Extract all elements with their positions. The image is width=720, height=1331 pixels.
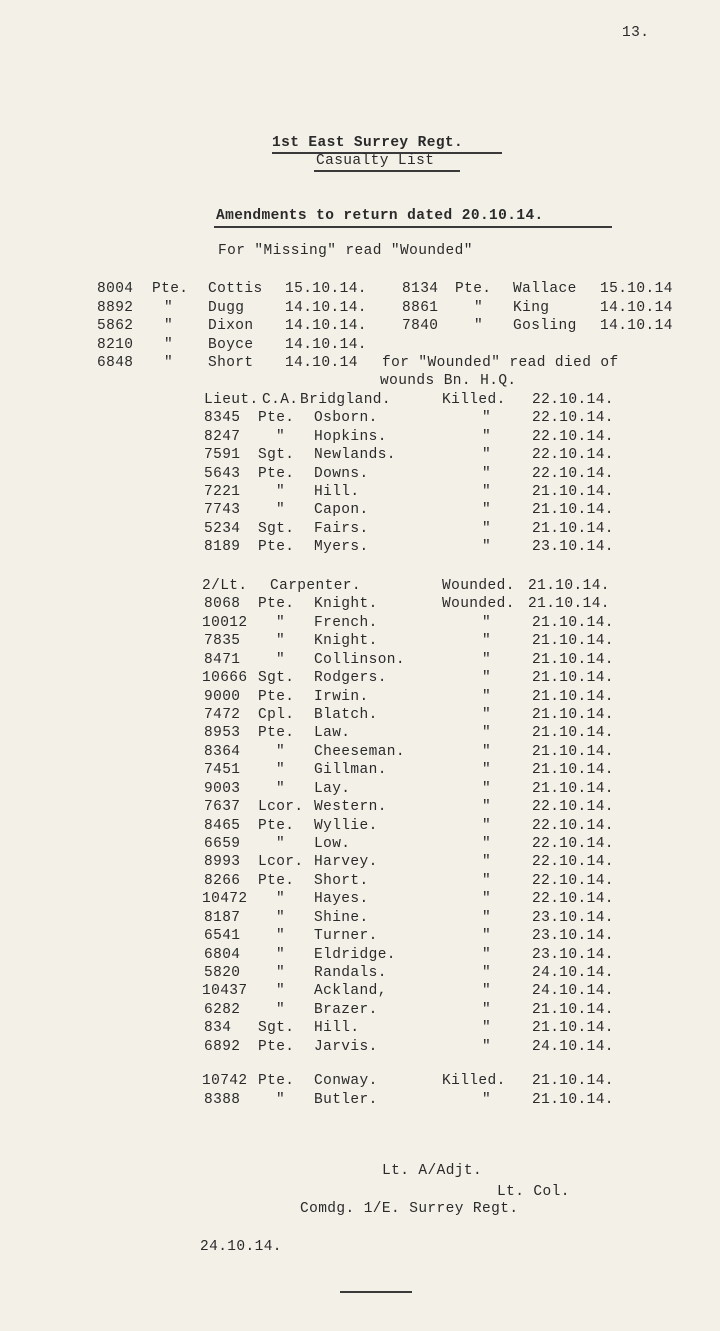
casualty-date: 21.10.14. — [532, 484, 614, 500]
casualty-rank: " — [276, 614, 286, 631]
casualty-status: Wounded. — [442, 596, 515, 613]
missing-no: 8861 — [402, 299, 439, 316]
casualty-status: " — [482, 725, 492, 742]
casualty-no: 8364 — [204, 743, 241, 760]
casualty-no: 5643 — [204, 465, 241, 482]
casualty-status: " — [482, 909, 492, 926]
casualty-name: Downs. — [314, 465, 369, 482]
casualty-date: 23.10.14. — [532, 909, 614, 926]
casualty-rank: " — [276, 1092, 286, 1108]
casualty-no: 6282 — [204, 1001, 241, 1018]
casualty-no: 8266 — [204, 872, 241, 889]
missing-name: Cottis — [208, 281, 263, 297]
signature-adjt: Lt. A/Adjt. — [382, 1163, 483, 1179]
casualty-rank: Pte. — [258, 1038, 295, 1055]
footer-rule — [340, 1291, 412, 1293]
casualty-name: Eldridge. — [314, 946, 396, 963]
casualty-no: 8471 — [204, 651, 241, 668]
casualty-date: 21.10.14. — [528, 596, 610, 613]
casualty-rank: Pte. — [258, 1073, 295, 1089]
casualty-status: " — [482, 633, 492, 650]
casualty-date: 21.10.14. — [532, 1020, 614, 1037]
casualty-date: 21.10.14. — [532, 707, 614, 723]
casualty-no: 7743 — [204, 502, 241, 519]
casualty-no: Lieut. — [204, 392, 259, 408]
casualty-rank: " — [276, 891, 286, 908]
casualty-name: Blatch. — [314, 707, 378, 723]
casualty-name: Ackland, — [314, 983, 387, 1000]
missing-date: 14.10.14 — [600, 299, 673, 316]
casualty-no: 7591 — [204, 447, 241, 464]
missing-rank: " — [474, 299, 484, 316]
casualty-no: 7451 — [204, 762, 241, 779]
missing-rank: Pte. — [455, 281, 492, 297]
casualty-no: 8953 — [204, 725, 241, 742]
casualty-date: 22.10.14. — [532, 799, 614, 816]
casualty-rank: C.A. — [262, 392, 299, 408]
casualty-status: " — [482, 946, 492, 963]
short-note-line2: wounds Bn. H.Q. — [380, 373, 517, 389]
casualty-name: Collinson. — [314, 651, 406, 668]
casualty-status: " — [482, 520, 492, 537]
casualty-name: Butler. — [314, 1092, 378, 1108]
casualty-rank: Pte. — [258, 872, 295, 889]
casualty-status: " — [482, 817, 492, 834]
casualty-no: 10437 — [202, 983, 248, 1000]
casualty-rank: " — [276, 502, 286, 519]
casualty-status: " — [482, 484, 492, 500]
casualty-date: 24.10.14. — [532, 965, 614, 982]
missing-no: 8134 — [402, 281, 439, 297]
casualty-date: 21.10.14. — [532, 762, 614, 779]
missing-no: 8892 — [97, 299, 134, 316]
casualty-no: 7472 — [204, 707, 241, 723]
casualty-date: 22.10.14. — [532, 392, 614, 408]
casualty-date: 21.10.14. — [532, 688, 614, 705]
casualty-no: 834 — [204, 1020, 232, 1037]
casualty-rank: " — [276, 743, 286, 760]
signature-col: Lt. Col. — [497, 1184, 570, 1200]
heading-underline-2 — [314, 170, 460, 172]
casualty-no: 8388 — [204, 1092, 241, 1108]
casualty-rank: " — [276, 836, 286, 853]
casualty-status: " — [482, 688, 492, 705]
casualty-rank: " — [276, 633, 286, 650]
casualty-name: Wyllie. — [314, 817, 378, 834]
casualty-date: 21.10.14. — [532, 614, 614, 631]
casualty-name: Harvey. — [314, 854, 378, 871]
casualty-date: 22.10.14. — [532, 465, 614, 482]
missing-rank: " — [164, 336, 174, 353]
casualty-status: Wounded. — [442, 578, 515, 594]
missing-name: Wallace — [513, 281, 577, 297]
casualty-status: " — [482, 872, 492, 889]
missing-name: Dugg — [208, 299, 245, 316]
casualty-no: 8465 — [204, 817, 241, 834]
casualty-name: Capon. — [314, 502, 369, 519]
casualty-rank: " — [276, 909, 286, 926]
casualty-name: Brazer. — [314, 1001, 378, 1018]
casualty-status: Killed. — [442, 1073, 506, 1089]
casualty-name: Newlands. — [314, 447, 396, 464]
casualty-no: 6804 — [204, 946, 241, 963]
casualty-status: " — [482, 410, 492, 427]
casualty-rank: Pte. — [258, 539, 295, 556]
amendments-underline — [214, 226, 612, 228]
casualty-no: 8345 — [204, 410, 241, 427]
casualty-status: " — [482, 780, 492, 797]
casualty-date: 21.10.14. — [532, 1092, 614, 1108]
heading-casualty-list: Casualty List — [316, 153, 435, 169]
casualty-name: Osborn. — [314, 410, 378, 427]
casualty-rank: Lcor. — [258, 799, 304, 816]
missing-name: Dixon — [208, 318, 254, 334]
casualty-date: 24.10.14. — [532, 1038, 614, 1055]
missing-name: King — [513, 299, 550, 316]
casualty-status: " — [482, 799, 492, 816]
casualty-date: 22.10.14. — [532, 410, 614, 427]
missing-no: 6848 — [97, 355, 134, 371]
casualty-date: 21.10.14. — [532, 520, 614, 537]
casualty-status: " — [482, 707, 492, 723]
missing-date: 14.10.14. — [285, 336, 367, 353]
missing-rank: Pte. — [152, 281, 189, 297]
casualty-date: 22.10.14. — [532, 428, 614, 445]
casualty-rank: " — [276, 1001, 286, 1018]
casualty-rank: Sgt. — [258, 1020, 295, 1037]
casualty-status: " — [482, 428, 492, 445]
missing-no: 7840 — [402, 318, 439, 334]
missing-rank: " — [164, 318, 174, 334]
page-number: 13. — [622, 25, 650, 41]
casualty-no: 6659 — [204, 836, 241, 853]
casualty-name: Conway. — [314, 1073, 378, 1089]
casualty-rank: Sgt. — [258, 447, 295, 464]
casualty-name: Fairs. — [314, 520, 369, 537]
casualty-status: " — [482, 1092, 492, 1108]
casualty-status: " — [482, 465, 492, 482]
casualty-status: " — [482, 1038, 492, 1055]
casualty-status: " — [482, 502, 492, 519]
casualty-status: " — [482, 836, 492, 853]
casualty-rank: Pte. — [258, 465, 295, 482]
casualty-name: Rodgers. — [314, 670, 387, 687]
casualty-name: Hill. — [314, 484, 360, 500]
casualty-rank: " — [276, 983, 286, 1000]
casualty-name: Shine. — [314, 909, 369, 926]
casualty-date: 24.10.14. — [532, 983, 614, 1000]
casualty-date: 22.10.14. — [532, 891, 614, 908]
casualty-rank: " — [276, 651, 286, 668]
casualty-no: 7221 — [204, 484, 241, 500]
casualty-date: 23.10.14. — [532, 539, 614, 556]
casualty-rank: " — [276, 762, 286, 779]
casualty-rank: " — [276, 965, 286, 982]
casualty-name: Jarvis. — [314, 1038, 378, 1055]
signed-date: 24.10.14. — [200, 1239, 282, 1255]
casualty-rank: Pte. — [258, 410, 295, 427]
casualty-rank: Pte. — [258, 817, 295, 834]
missing-date: 14.10.14. — [285, 299, 367, 316]
missing-date: 15.10.14 — [600, 281, 673, 297]
casualty-rank: Lcor. — [258, 854, 304, 871]
casualty-no: 7835 — [204, 633, 241, 650]
casualty-status: " — [482, 854, 492, 871]
missing-name: Boyce — [208, 336, 254, 353]
casualty-no: 2/Lt. — [202, 578, 248, 594]
casualty-date: 22.10.14. — [532, 836, 614, 853]
missing-name: Short — [208, 355, 254, 371]
casualty-name: Knight. — [314, 596, 378, 613]
casualty-rank: " — [276, 780, 286, 797]
casualty-date: 22.10.14. — [532, 854, 614, 871]
casualty-no: 10012 — [202, 614, 248, 631]
missing-no: 8004 — [97, 281, 134, 297]
missing-no: 8210 — [97, 336, 134, 353]
for-missing-line: For "Missing" read "Wounded" — [218, 243, 473, 259]
missing-name: Gosling — [513, 318, 577, 334]
casualty-no: 8187 — [204, 909, 241, 926]
casualty-date: 21.10.14. — [532, 1001, 614, 1018]
heading-regiment: 1st East Surrey Regt. — [272, 135, 464, 151]
casualty-name: Cheeseman. — [314, 743, 406, 760]
casualty-status: " — [482, 670, 492, 687]
casualty-name: Hayes. — [314, 891, 369, 908]
casualty-rank: Sgt. — [258, 520, 295, 537]
missing-date: 14.10.14 — [285, 355, 358, 371]
casualty-name: Low. — [314, 836, 351, 853]
casualty-name: Law. — [314, 725, 351, 742]
casualty-rank: " — [276, 484, 286, 500]
casualty-rank: Pte. — [258, 688, 295, 705]
casualty-no: 5234 — [204, 520, 241, 537]
casualty-rank: " — [276, 928, 286, 945]
casualty-date: 22.10.14. — [532, 447, 614, 464]
casualty-name: Short. — [314, 872, 369, 889]
casualty-no: 9000 — [204, 688, 241, 705]
casualty-date: 21.10.14. — [532, 670, 614, 687]
casualty-status: " — [482, 762, 492, 779]
casualty-date: 21.10.14. — [532, 502, 614, 519]
amendments-title: Amendments to return dated 20.10.14. — [216, 208, 544, 224]
casualty-status: " — [482, 539, 492, 556]
casualty-status: Killed. — [442, 392, 506, 408]
casualty-status: " — [482, 614, 492, 631]
casualty-no: 10742 — [202, 1073, 248, 1089]
casualty-name: Carpenter. — [270, 578, 362, 594]
casualty-name: French. — [314, 614, 378, 631]
casualty-status: " — [482, 983, 492, 1000]
casualty-name: Hill. — [314, 1020, 360, 1037]
casualty-name: Irwin. — [314, 688, 369, 705]
missing-date: 14.10.14. — [285, 318, 367, 334]
casualty-no: 6541 — [204, 928, 241, 945]
missing-date: 14.10.14 — [600, 318, 673, 334]
casualty-status: " — [482, 891, 492, 908]
casualty-no: 8993 — [204, 854, 241, 871]
casualty-status: " — [482, 1001, 492, 1018]
casualty-no: 5820 — [204, 965, 241, 982]
casualty-no: 10472 — [202, 891, 248, 908]
short-note-line1: for "Wounded" read died of — [382, 355, 619, 371]
casualty-status: " — [482, 447, 492, 464]
casualty-name: Turner. — [314, 928, 378, 945]
casualty-date: 21.10.14. — [532, 780, 614, 797]
casualty-date: 21.10.14. — [532, 1073, 614, 1089]
casualty-no: 8068 — [204, 596, 241, 613]
casualty-no: 10666 — [202, 670, 248, 687]
casualty-no: 9003 — [204, 780, 241, 797]
casualty-rank: Pte. — [258, 725, 295, 742]
casualty-status: " — [482, 743, 492, 760]
casualty-date: 22.10.14. — [532, 817, 614, 834]
casualty-date: 23.10.14. — [532, 946, 614, 963]
casualty-no: 8189 — [204, 539, 241, 556]
missing-rank: " — [164, 355, 174, 371]
casualty-date: 22.10.14. — [532, 872, 614, 889]
casualty-date: 21.10.14. — [532, 725, 614, 742]
casualty-no: 7637 — [204, 799, 241, 816]
casualty-status: " — [482, 965, 492, 982]
missing-rank: " — [474, 318, 484, 334]
casualty-no: 8247 — [204, 428, 241, 445]
casualty-name: Gillman. — [314, 762, 387, 779]
casualty-date: 23.10.14. — [532, 928, 614, 945]
casualty-no: 6892 — [204, 1038, 241, 1055]
casualty-name: Myers. — [314, 539, 369, 556]
casualty-status: " — [482, 928, 492, 945]
casualty-date: 21.10.14. — [528, 578, 610, 594]
missing-rank: " — [164, 299, 174, 316]
casualty-name: Randals. — [314, 965, 387, 982]
casualty-date: 21.10.14. — [532, 743, 614, 760]
casualty-name: Hopkins. — [314, 428, 387, 445]
missing-date: 15.10.14. — [285, 281, 367, 297]
casualty-name: Bridgland. — [300, 392, 392, 408]
casualty-date: 21.10.14. — [532, 651, 614, 668]
casualty-rank: Sgt. — [258, 670, 295, 687]
casualty-name: Lay. — [314, 780, 351, 797]
casualty-rank: " — [276, 946, 286, 963]
signature-comdg: Comdg. 1/E. Surrey Regt. — [300, 1201, 519, 1217]
casualty-name: Western. — [314, 799, 387, 816]
casualty-date: 21.10.14. — [532, 633, 614, 650]
casualty-rank: Pte. — [258, 596, 295, 613]
casualty-status: " — [482, 1020, 492, 1037]
casualty-rank: " — [276, 428, 286, 445]
missing-no: 5862 — [97, 318, 134, 334]
casualty-rank: Cpl. — [258, 707, 295, 723]
casualty-status: " — [482, 651, 492, 668]
casualty-name: Knight. — [314, 633, 378, 650]
